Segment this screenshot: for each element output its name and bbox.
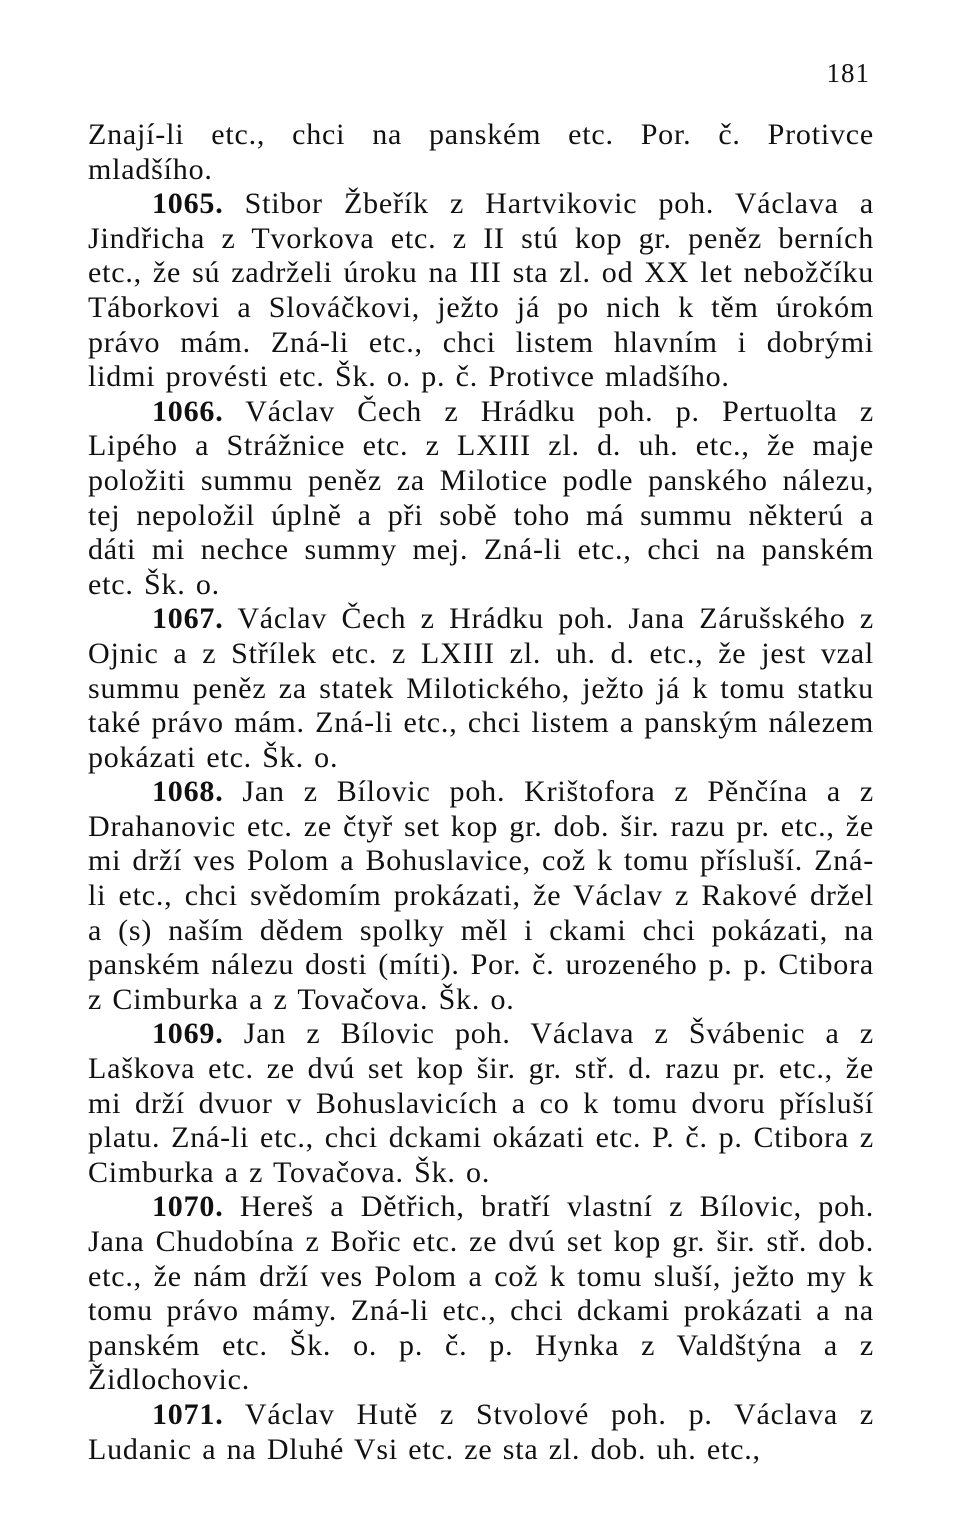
entry-number: 1070. [152,1190,224,1224]
entry-1066 [88,395,874,603]
entry-text: Václav Čech z Hrádku poh. p. Pertuolta z Lipého a Strážnice etc. z LXIII zl. d. uh. etc., že maje položiti summu peněz za Milotice podle panského nálezu, tej nepoložil úplně a při sobě toho má summu některú a dáti mi nechce summy mej. Zná-li etc., chci na panském etc. Šk. o. [88,394,874,601]
entry-text: Václav Čech z Hrádku poh. Jana Zárušského z Ojnic a z Střílek etc. z LXIII zl. uh. d. etc., že jest vzal summu peněz za statek Milotického, ježto já k tomu statku také právo mám. Zná-li etc., chci listem a panským nálezem pokázati etc. Šk. o. [88,602,874,774]
entry-text: Stibor Žbeřík z Hartvikovic poh. Václava a Jindřicha z Tvorkova etc. z II stú kop gr. peněz berních etc., že sú zadrželi úroku na III sta zl. od XX let nebožčíku Táborkovi a Slováčkovi, ježto já po nich k těm úrokóm právo mám. Zná-li etc., chci listem hlavním i dobrými lidmi provésti etc. Šk. o. p. č. Protivce mladšího. [88,187,874,394]
entry-number: 1071. [152,1397,224,1431]
entry-text: Václav Hutě z Stvolové poh. p. Václava z Ludanic a na Dluhé Vsi etc. ze sta zl. dob. uh. etc., [88,1397,874,1466]
entry-1070 [88,1190,874,1398]
entry-1065 [88,187,874,395]
entry-number: 1068. [152,775,224,809]
entry-1067 [88,602,874,775]
entry-1071 [88,1398,874,1467]
entry-number: 1066. [152,394,224,428]
entry-number: 1065. [152,187,224,221]
entry-text: Jan z Bílovic poh. Krištofora z Pěnčína a z Drahanovic etc. ze čtyř set kop gr. dob. šir. razu pr. etc., že mi drží ves Polom a Bohuslavice, což k tomu přísluší. Zná-li etc., chci svědomím prokázati, že Václav z Rakové držel a (s) naším dědem spolky měl i ckami chci pokázati, na panském nálezu dosti (míti). Por. č. urozeného p. p. Ctibora z Cimburka a z Tovačova. Šk. o. [88,775,874,1016]
page-number: 181 [826,58,870,88]
entry-text: Jan z Bílovic poh. Václava z Švábenic a z Laškova etc. ze dvú set kop šir. gr. stř. d. razu pr. etc., že mi drží dvuor v Bohuslavicích a co k tomu dvoru přísluší platu. Zná-li etc., chci dckami okázati etc. P. č. p. Ctibora z Cimburka a z Tovačova. Šk. o. [88,1017,874,1189]
entry-text: Hereš a Dětřich, bratří vlastní z Bílovic, poh. Jana Chudobína z Bořic etc. ze dvú set kop gr. šir. stř. dob. etc., že nám drží ves Polom a což k tomu sluší, ježto my k tomu právo mámy. Zná-li etc., chci dckami prokázati a na panském etc. Šk. o. p. č. p. Hynka z Valdštýna a z Židlochovic. [88,1190,874,1397]
entry-1069 [88,1017,874,1190]
body-text [88,118,874,1467]
entry-number: 1067. [152,602,224,636]
entry-1068 [88,775,874,1017]
entry-number: 1069. [152,1017,224,1051]
intro-paragraph: Znají-li etc., chci na panském etc. Por. č. Protivce mladšího. [88,118,874,186]
